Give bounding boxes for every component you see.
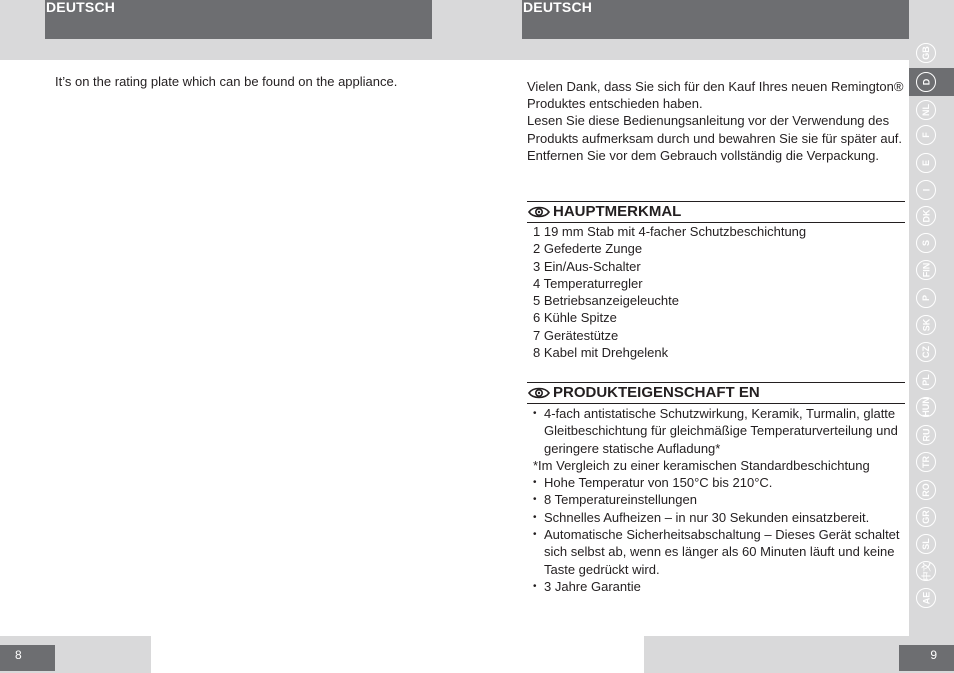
language-tab-hun[interactable]: HUN [916,397,936,417]
list-item: • 4-fach antistatische Schutzwirkung, Keramik, Turmalin, glatte Gleitbeschichtung für gleichmäßige Temperaturverteilung und geringere statische Aufladung* [533,405,905,457]
language-tab-d[interactable]: D [916,72,936,92]
list-item: • 8 Temperatureinstellungen [533,491,905,508]
main-features-heading [527,201,905,223]
header-bar-left [45,0,432,39]
left-page-text: It’s on the rating plate which can be found on the appliance. [55,74,398,89]
list-item: • 3 Jahre Garantie [533,578,905,595]
language-tab-ru[interactable]: RU [916,425,936,445]
page-number-left: 8 [0,645,55,671]
language-tab-p[interactable]: P [916,288,936,308]
language-tab-e[interactable]: E [916,153,936,173]
list-item: • Automatische Sicherheitsabschaltung – Dieses Gerät schaltet sich selbst ab, wenn es länger als 60 Minuten läuft und keine Taste gedrückt wird. [533,526,905,578]
section-label-right: DEUTSCH [523,0,593,15]
list-item: 2 Gefederte Zunge [533,241,643,257]
language-tab-nl[interactable]: NL [916,100,936,120]
eye-icon [528,386,550,400]
language-tab-sl[interactable]: SL [916,534,936,554]
list-item: 4 Temperaturregler [533,275,643,291]
product-features-heading [527,382,905,404]
intro-text [527,78,907,164]
list-item: 6 Kühle Spitze [533,310,617,326]
language-tab-s[interactable]: S [916,233,936,253]
language-tab-ae[interactable]: AE [916,588,936,608]
language-tab-gr[interactable]: GR [916,507,936,527]
list-item: 7 Gerätestütze [533,327,619,343]
language-tab-cz[interactable]: CZ [916,342,936,362]
intro-paragraph-2: Lesen Sie diese Bedienungsanleitung vor der Verwendung des Produkts aufmerksam durch und bewahren Sie sie für später auf. Entfernen Sie vor dem Gebrauch vollständig die Verpackung. [527,113,903,163]
list-item: 8 Kabel mit Drehgelenk [533,345,669,361]
page-number-right: 9 [899,645,954,671]
language-tab-gb[interactable]: GB [916,43,936,63]
section-label-left: DEUTSCH [46,0,116,15]
list-item: • Schnelles Aufheizen – in nur 30 Sekunden einsatzbereit. [533,509,905,526]
list-item: 1 19 mm Stab mit 4-facher Schutzbeschichtung [533,224,807,239]
header-bar-right [522,0,909,39]
list-item: 3 Ein/Aus-Schalter [533,258,641,274]
list-item: • Hohe Temperatur von 150°C bis 210°C. [533,474,905,491]
language-tab-pl[interactable]: PL [916,370,936,390]
language-tab-i[interactable]: I [916,180,936,200]
language-tab-fin[interactable]: FIN [916,260,936,280]
language-tab-f[interactable]: F [916,125,936,145]
language-tab-ro[interactable]: RO [916,480,936,500]
language-tab-tr[interactable]: TR [916,452,936,472]
parts-list [533,223,903,361]
product-features-title: PRODUKTEIGENSCHAFT EN [553,384,760,401]
list-item: 5 Betriebsanzeigeleuchte [533,293,679,309]
footnote: *Im Vergleich zu einer keramischen Standardbeschichtung [533,457,870,473]
intro-paragraph-1: Vielen Dank, dass Sie sich für den Kauf Ihres neuen Remington® Produktes entschieden haben. [527,79,904,112]
language-tab-dk[interactable]: DK [916,206,936,226]
eye-icon [528,205,550,219]
language-tab-sk[interactable]: SK [916,315,936,335]
features-list [533,405,905,595]
main-features-title: HAUPTMERKMAL [553,203,682,220]
language-tab-zh[interactable]: 中文 [916,561,936,581]
